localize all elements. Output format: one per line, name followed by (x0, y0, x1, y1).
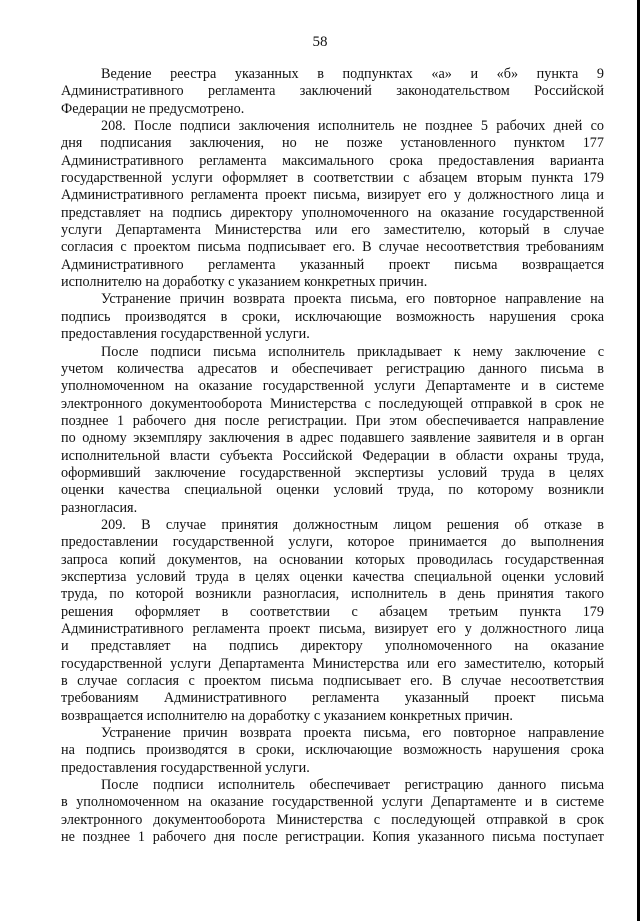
paragraph (61, 777, 604, 846)
text-line: позднее 1 рабочего дня после регистрации. При этом обеспечивается направление (61, 412, 604, 429)
paragraph (61, 66, 604, 118)
text-line: запроса копий документов, на основании которых проводилась государственная (61, 551, 604, 568)
text-line: предоставлении государственной услуги, которое принимается до выполнения (61, 534, 604, 551)
text-line: уполномоченном на оказание государственной услуги Департаменте и в системе (61, 378, 604, 395)
text-line: Административного регламента проект письма, визирует его у должностного лица (61, 621, 604, 637)
text-line: исполнителю на доработку с указанием конкретных причин. (61, 274, 428, 291)
text-line: После подписи исполнитель обеспечивает регистрацию данного письма (101, 777, 604, 794)
text-line: предоставления государственной услуги. (61, 326, 310, 343)
text-line: труда, по которой возникли разногласия, исполнитель в день принятия такого (61, 586, 604, 603)
text-line: не позднее 1 рабочего дня после регистрации. Копия указанного письма поступает (61, 829, 604, 846)
text-line: в случае согласия с проектом письма подписывает его. В случае несоответствия (61, 673, 604, 690)
text-line: государственной услуги оформляет в соответствии с абзацем вторым пункта 179 (61, 170, 604, 187)
text-line: Административного регламента максимального срока предоставления варианта (61, 152, 604, 169)
text-line: оценки качества специальной оценки условий труда, по которому возникли (61, 482, 604, 499)
text-line: Устранение причин возврата проекта письма, его повторное направление на (101, 291, 604, 308)
text-line: дня подписания заключения, но не позже установленного пунктом 177 (61, 135, 604, 152)
text-line: электронного документооборота Министерства с последующей отправкой в срок не (61, 395, 604, 412)
text-line: учетом количества адресатов и обеспечивает регистрацию данного письма в (61, 360, 604, 377)
text-line: оформивший заключение государственной экспертизы условий труда в целях (61, 464, 604, 481)
text-line: экспертиза условий труда в целях оценки качества специальной оценки условий (61, 568, 604, 585)
text-line: на подпись производятся в сроки, исключающие возможность нарушения срока (61, 742, 604, 759)
text-line: 208. После подписи заключения исполнитель не позднее 5 рабочих дней со (101, 118, 604, 135)
paragraph (61, 344, 604, 517)
text-line: Устранение причин возврата проекта письма, его повторное направление (101, 725, 604, 742)
text-line: исполнительной власти субъекта Российской Федерации в области охраны труда, (61, 447, 604, 464)
text-line: услуги Департамента Министерства или его заместителю, который в случае (61, 222, 604, 239)
text-line: Федерации не предусмотрено. (61, 100, 245, 117)
text-line: согласия с проектом письма подписывает его. В случае несоответствия требованиям (61, 239, 604, 256)
paragraph (61, 291, 604, 343)
paragraph (61, 725, 604, 777)
page-number: 58 (312, 34, 328, 50)
paragraph (61, 517, 604, 725)
text-line: представляет на подпись директору уполномоченного на оказание государственной (61, 204, 604, 221)
text-line: После подписи письма исполнитель прикладывает к нему заключение с (101, 343, 604, 360)
text-line: государственной услуги Департамента Министерства или его заместителю, который (61, 655, 604, 672)
text-line: предоставления государственной услуги. (61, 759, 310, 776)
text-line: требованиям Административного регламента указанный проект письма (61, 690, 604, 707)
text-line: 209. В случае принятия должностным лицом решения об отказе в (101, 516, 604, 533)
text-line: разногласия. (61, 499, 138, 516)
text-line: Административного регламента заключений законодательством Российской (61, 83, 604, 100)
text-line: по одному экземпляру заключения в адрес подавшего заявление заявителя и в орган (61, 430, 604, 447)
text-line: решения оформляет в соответствии с абзацем третьим пункта 179 (61, 603, 604, 620)
text-line: Ведение реестра указанных в подпунктах «а» и «б» пункта 9 (101, 66, 604, 82)
text-line: в уполномоченном на оказание государственной услуги Департаменте и в системе (61, 794, 604, 811)
text-line: электронного документооборота Министерства с последующей отправкой в срок (61, 811, 604, 828)
text-line: подпись производятся в сроки, исключающие возможность нарушения срока (61, 308, 604, 325)
text-line: Административного регламента указанный проект письма возвращается (61, 256, 604, 273)
text-line: возвращается исполнителю на доработку с указанием конкретных причин. (61, 707, 513, 724)
paragraph (61, 118, 604, 291)
text-line: и представляет на подпись директору уполномоченного на оказание (61, 638, 604, 655)
document-body (61, 66, 604, 846)
text-line: Административного регламента проект письма, визирует его у должностного лица и (61, 187, 604, 204)
